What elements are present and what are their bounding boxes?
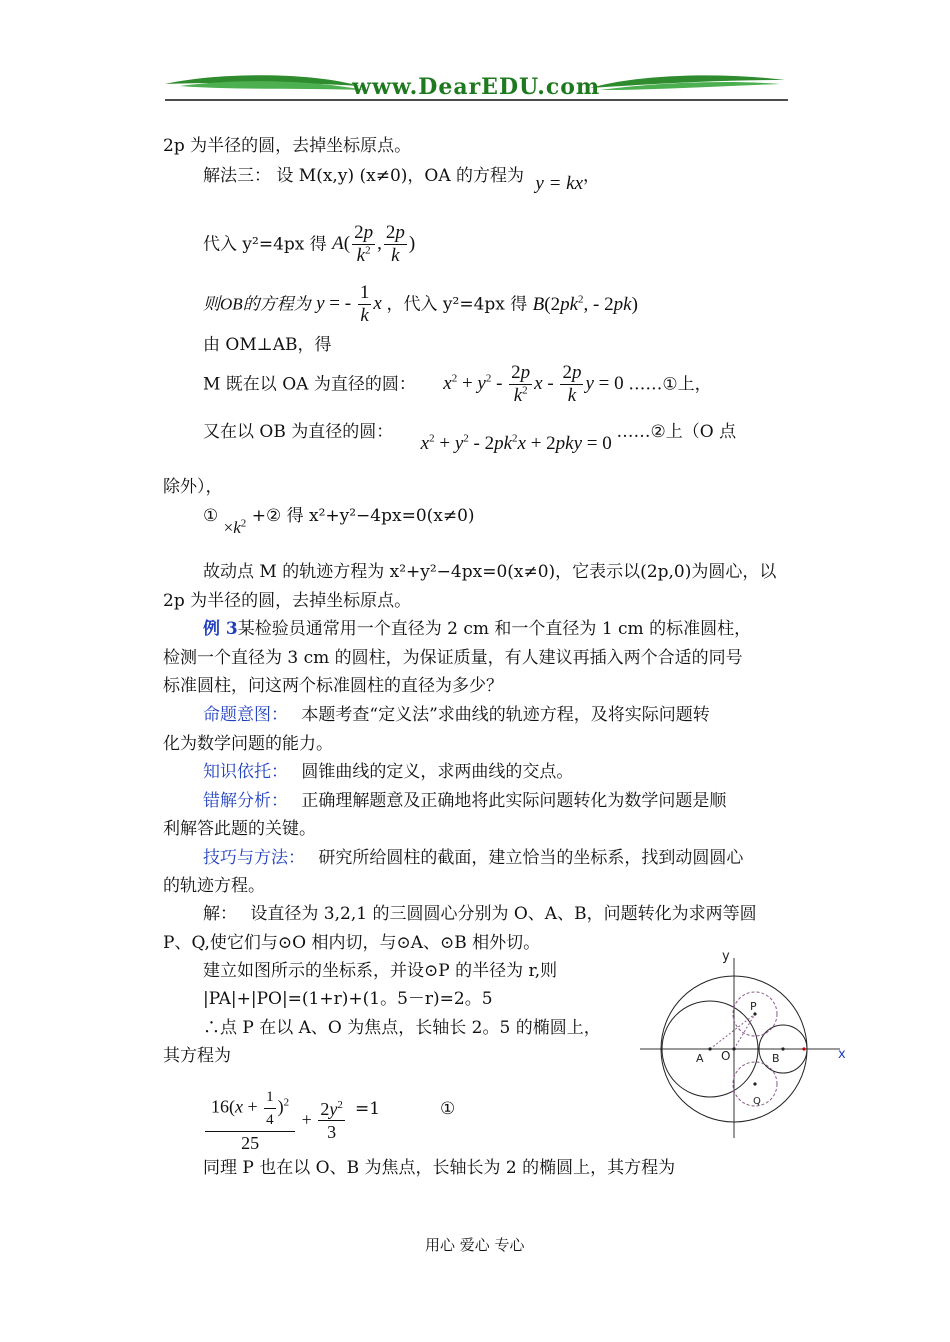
text-line: 故动点 M 的轨迹方程为 x²+y²−4px=0(x≠0)，它表示以(2p,0)为圆心，以	[203, 562, 777, 582]
example3-text: 某检验员通常用一个直径为 2 cm 和一个直径为 1 cm 的标准圆柱，	[237, 619, 752, 639]
text-line	[203, 704, 710, 726]
solution3-text: 设 M(x,y) (x≠0)，OA 的方程为	[276, 166, 525, 186]
circle-a-text: M 既在以 OA 为直径的圆：	[203, 374, 416, 395]
label-p: P	[750, 1000, 757, 1013]
point-b	[781, 1047, 784, 1050]
text-line: |PA|+|PO|=(1+r)+(1。5－r)=2。5	[203, 989, 493, 1009]
point-q	[753, 1082, 756, 1085]
ob-equation-text: 则OB的方程为	[203, 294, 311, 314]
equation-marker: ①	[440, 1099, 456, 1119]
text-line	[203, 421, 737, 454]
text-line	[203, 847, 743, 869]
text-line: 2p 为半径的圆，去掉坐标原点。	[163, 591, 412, 611]
equation-equals-one: =1	[355, 1099, 381, 1119]
label-q: Q	[753, 1096, 761, 1107]
solution-label: 解：	[203, 904, 237, 924]
point-a	[708, 1047, 711, 1050]
text-line	[203, 362, 712, 407]
header-banner	[160, 70, 790, 106]
footer-text: 用心 爱心 专心	[425, 1236, 525, 1254]
combine-result: +② 得 x²+y²−4px=0(x≠0)	[251, 506, 475, 526]
text-line: ∴点 P 在以 A、O 为焦点，长轴长 2。5 的椭圆上，	[203, 1018, 601, 1038]
text-line	[203, 222, 415, 267]
text-line: 除外），	[163, 477, 223, 497]
combine-prefix: ①	[203, 506, 219, 526]
basis-label: 知识依托：	[203, 762, 288, 782]
solution-text: 设直径为 3,2,1 的三圆圆心分别为 O、A、B，问题转化为求两等圆	[250, 904, 757, 924]
circle-a-equation: $x^2 + y^2$ - $\frac{2p}{k^2}$ x - $\frac{2p}{k}$ y = 0	[443, 362, 629, 406]
segment-po	[734, 1014, 755, 1049]
point-b-expression: $B(2pk^2$, - 2pk)	[532, 293, 638, 315]
text-line	[203, 618, 751, 640]
times-k-squared: $\times k^2$	[223, 517, 247, 537]
tangent-mark	[802, 1047, 805, 1050]
text-line: 的轨迹方程。	[163, 876, 265, 896]
text-line	[203, 761, 573, 783]
error-text: 正确理解题意及正确地将此实际问题转化为数学问题是顺	[301, 791, 727, 811]
text-line: 其方程为	[163, 1046, 231, 1066]
text-line: 由 OM⊥AB，得	[203, 335, 332, 355]
label-a: A	[696, 1052, 704, 1065]
text-line: 利解答此题的关键。	[163, 819, 316, 839]
text-line	[203, 903, 757, 925]
basis-text: 圆锥曲线的定义，求两曲线的交点。	[301, 762, 574, 782]
circles-figure	[640, 940, 855, 1140]
intent-label: 命题意图：	[203, 705, 288, 725]
text-line: 检测一个直径为 3 cm 的圆柱，为保证质量，有人建议再插入两个合适的同号	[163, 648, 743, 668]
circle-b-equation: $x^2 + y^2 - 2pk^2x + 2pky = 0$	[420, 432, 617, 454]
substitute-text: ，代入 y²=4px 得	[386, 294, 528, 315]
text-line: 标准圆柱，问这两个标准圆柱的直径为多少？	[163, 676, 503, 696]
circle-b-tail: ……②上（O 点	[616, 422, 737, 442]
skill-label: 技巧与方法：	[203, 848, 305, 868]
text-line	[203, 790, 726, 812]
circle-a-tail: ……①上，	[628, 374, 712, 395]
skill-text: 研究所给圆柱的截面，建立恰当的坐标系，找到动圆圆心	[318, 848, 744, 868]
text-line	[203, 505, 475, 537]
text-line	[203, 282, 638, 327]
text-line: 2p 为半径的圆，去掉坐标原点。	[163, 136, 412, 156]
ob-equation: y = - $\frac{1}{k}$ x	[316, 282, 382, 326]
point-o	[732, 1047, 735, 1050]
substitute-text: 代入 y²=4px 得	[203, 234, 327, 255]
text-line: 解法三： 设 M(x,y) (x≠0)，OA 的方程为 y = kx，	[203, 166, 601, 194]
label-o: O	[721, 1049, 731, 1063]
equation-oa: y = kx	[535, 173, 584, 194]
point-a-expression: A( $\frac{2p}{k^2}$ , $\frac{2p}{k}$ )	[332, 222, 416, 266]
text-line: 化为数学问题的能力。	[163, 734, 333, 754]
circle-b-text: 又在以 OB 为直径的圆：	[203, 422, 394, 442]
label-b: B	[772, 1052, 780, 1065]
text-line: 同理 P 也在以 O、B 为焦点，长轴长为 2 的椭圆上，其方程为	[203, 1158, 676, 1178]
site-title: www.DearEDU.com	[352, 74, 601, 100]
solution3-label: 解法三：	[203, 166, 271, 186]
text-line: 建立如图所示的坐标系，并设⊙P 的半径为 r,则	[203, 961, 558, 981]
text-line: P、Q,使它们与⊙O 相内切，与⊙A、⊙B 相外切。	[163, 933, 541, 953]
label-x: x	[838, 1047, 846, 1062]
label-y: y	[722, 949, 730, 964]
intent-text: 本题考查“定义法”求曲线的轨迹方程，及将实际问题转	[301, 705, 710, 725]
example3-label: 例 3	[203, 619, 238, 639]
segment-pa	[710, 1014, 755, 1049]
error-label: 错解分析：	[203, 791, 288, 811]
ellipse-equation-1: 16(x + $\frac{1}{4}$ )$^2$ 25 + $\frac{2y^2}{3}$	[203, 1086, 347, 1154]
